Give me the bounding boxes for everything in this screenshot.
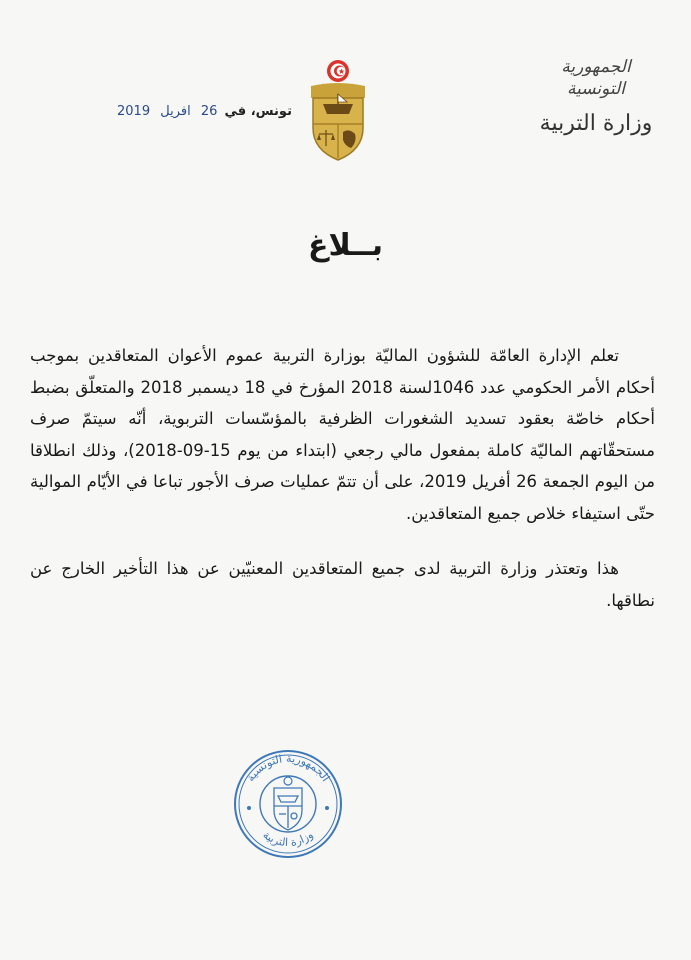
date-value	[114, 104, 220, 119]
tunisia-coat-of-arms-icon	[305, 58, 371, 164]
stamp-top-text: الجمهورية التونسية	[243, 751, 333, 784]
stamp-bottom-text: وزارة التربية	[260, 828, 316, 850]
ministry-header	[531, 56, 661, 138]
date-day: 26	[200, 104, 218, 119]
date-year: 2019	[117, 104, 151, 119]
document-title: بــلاغ	[307, 228, 384, 263]
body-paragraph-2: هذا وتعتذر وزارة التربية لدى جميع المتعاقدين المعنيّين عن هذا التأخير الخارج عن نطاقها.	[30, 559, 655, 610]
ministry-stamp-icon	[232, 748, 344, 860]
document-body	[30, 340, 655, 616]
date-line	[52, 104, 292, 119]
ministry-name: وزارة التربية	[539, 111, 653, 136]
date-place: تونس، في	[224, 104, 292, 119]
republic-name: الجمهورية التونسية	[561, 57, 631, 99]
body-paragraph-1: تعلم الإدارة العامّة للشؤون الماليّة بوزارة التربية عموم الأعوان المتعاقدين بموجب أحكام الأمر الحكومي عدد 1046لسنة 2018 المؤرخ في 18 ديسمبر 2018 والمتعلّق بضبط أحكام خاصّة بعقود تسديد الشغورات الظرفية بالمؤسّسات التربوية، أنّه سيتمّ صرف مستحقّاتهم الماليّة كاملة بمفعول مالي رجعي (ابتداء من يوم 15-09-2018)، وذلك انطلاقا من اليوم الجمعة 26 أفريل 2019، على أن تتمّ عمليات صرف الأجور تباعا في الأيّام الموالية حتّى استيفاء خلاص جميع المتعاقدين.	[30, 346, 655, 523]
date-month: افريل	[160, 104, 191, 119]
